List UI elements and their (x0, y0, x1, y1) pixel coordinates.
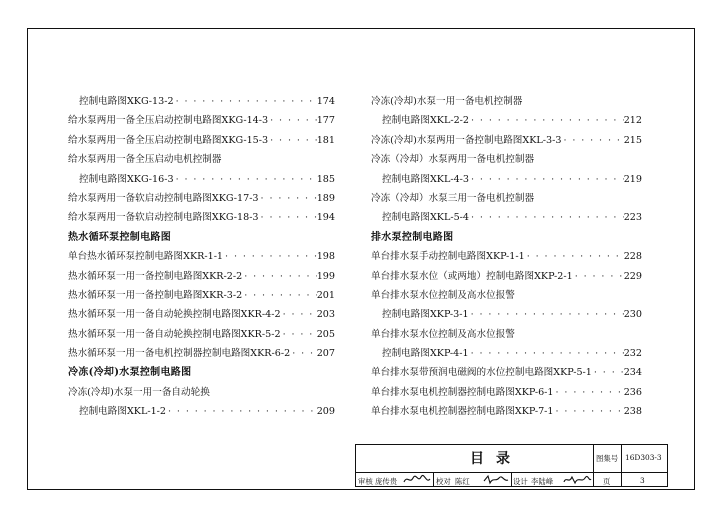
toc-entry-title: 控制电路图XKL-2-2 (382, 115, 470, 127)
toc-section-heading (68, 228, 335, 247)
dot-leader (174, 170, 317, 189)
toc-entry-title: 排水泵控制电路图 (371, 231, 454, 243)
toc-page-number: 203 (316, 309, 335, 321)
toc-entry-title: 控制电路图XKL-4-3 (382, 173, 470, 185)
toc-entry-title: 单台排水泵手动控制电路图XKP-1-1 (371, 251, 525, 263)
toc-page-number: 207 (316, 348, 335, 360)
toc-page-number: 177 (316, 115, 335, 127)
toc-entry (371, 286, 642, 305)
toc-entry-title: 冷冻(冷却)水泵两用一备控制电路图XKL-3-3 (371, 134, 562, 146)
toc-entry-title: 冷冻（冷却）水泵两用一备电机控制器 (371, 154, 535, 166)
toc-entry (371, 402, 642, 421)
dot-leader (469, 170, 624, 189)
toc-entry-title: 给水泵两用一备软启动控制电路图XKG-18-3 (68, 212, 259, 224)
toc-page-number: 181 (316, 134, 335, 146)
toc-page-number: 219 (623, 173, 642, 185)
dot-leader (290, 344, 316, 363)
toc-entry-title: 给水泵两用一备全压启动控制电路图XKG-14-3 (68, 115, 269, 127)
toc-entry-title: 热水循环泵控制电路图 (68, 231, 171, 243)
toc-entry-title: 单台排水泵水位（或两地）控制电路图XKP-2-1 (371, 270, 573, 282)
toc-entry (68, 150, 335, 169)
toc-page-number: 232 (623, 348, 642, 360)
toc-entry-title: 冷冻（冷却）水泵三用一备电机控制器 (371, 192, 535, 204)
toc-entry-title: 冷冻(冷却)水泵一用一备电机控制器 (371, 96, 523, 107)
toc-page-number: 194 (316, 212, 335, 224)
toc-entry (68, 247, 335, 266)
dot-leader (166, 402, 317, 421)
toc-entry-title: 单台排水泵电机控制器控制电路图XKP-7-1 (371, 406, 554, 418)
atlas-number: 16D303-3 (625, 453, 662, 462)
toc-entry (68, 189, 335, 208)
toc-page-number: 201 (316, 289, 335, 301)
toc-entry (68, 305, 335, 324)
toc-page-number: 234 (623, 367, 642, 379)
dot-leader (469, 208, 624, 227)
toc-entry (371, 344, 642, 363)
toc-page-number: 205 (316, 328, 335, 340)
toc-entry (371, 247, 642, 266)
toc-page-number: 215 (623, 134, 642, 146)
toc-right-column (371, 92, 642, 422)
toc-entry-title: 冷冻(冷却)水泵一用一备自动轮换 (68, 386, 210, 398)
toc-entry (371, 208, 642, 227)
dot-leader (281, 305, 317, 324)
atlas-label: 图集号 (596, 454, 619, 463)
checker-signature (482, 473, 510, 486)
toc-entry (371, 363, 642, 382)
toc-entry-title: 热水循环泵一用一备控制电路图XKR-3-2 (68, 289, 243, 301)
toc-entry-title: 热水循环泵一用一备电机控制器控制电路图XKR-6-2 (68, 348, 291, 360)
toc-entry (68, 286, 335, 305)
toc-entry (68, 92, 335, 111)
toc-page-number: 236 (623, 386, 642, 398)
toc-entry-title: 给水泵两用一备全压启动电机控制器 (68, 154, 222, 166)
toc-page-number: 223 (623, 212, 642, 224)
design-label: 设计 (513, 477, 528, 486)
toc-entry (371, 383, 642, 402)
dot-leader (525, 247, 624, 266)
toc-page-number: 198 (316, 251, 335, 263)
title-block (355, 444, 668, 487)
toc-page-number: 238 (623, 406, 642, 418)
dot-leader (268, 111, 317, 130)
toc-entry-title: 单台排水泵水位控制及高水位报警 (371, 289, 515, 301)
toc-entry (371, 305, 642, 324)
toc-page-number: 229 (623, 270, 642, 282)
designer-name: 李陆峰 (531, 477, 554, 486)
toc-entry-title: 给水泵两用一备全压启动控制电路图XKG-15-3 (68, 134, 269, 146)
title-block-divider (621, 445, 622, 486)
toc-entry-title: 控制电路图XKL-1-2 (79, 406, 167, 418)
toc-page-number: 228 (623, 251, 642, 263)
toc-page-number: 209 (316, 406, 335, 418)
toc-entry-title: 控制电路图XKG-16-3 (79, 173, 174, 185)
toc-entry (371, 325, 642, 344)
toc-entry (68, 208, 335, 227)
toc-page-number: 230 (623, 309, 642, 321)
toc-entry-title: 单台排水泵电机控制器控制电路图XKP-6-1 (371, 386, 554, 398)
dot-leader (259, 208, 317, 227)
toc-entry (371, 111, 642, 130)
toc-entry (68, 344, 335, 363)
dot-leader (469, 344, 624, 363)
toc-entry (371, 92, 642, 111)
toc-entry (371, 267, 642, 286)
toc-entry (68, 131, 335, 150)
dot-leader (281, 325, 317, 344)
dot-leader (469, 111, 624, 130)
dot-leader (592, 363, 624, 382)
dot-leader (561, 131, 623, 150)
toc-title: 目录 (470, 451, 522, 467)
dot-leader (259, 189, 317, 208)
dot-leader (554, 402, 624, 421)
toc-entry-title: 热水循环泵一用一备控制电路图XKR-2-2 (68, 270, 243, 282)
toc-entry (371, 189, 642, 208)
title-block-divider (511, 473, 512, 486)
toc-page-number: 189 (316, 192, 335, 204)
dot-leader (242, 267, 316, 286)
page-label: 页 (603, 477, 611, 486)
toc-entry-title: 控制电路图XKL-5-4 (382, 212, 470, 224)
review-label: 审核 (358, 477, 373, 486)
toc-section-heading (371, 228, 642, 247)
toc-entry-title: 热水循环泵一用一备自动轮换控制电路图XKR-4-2 (68, 309, 281, 321)
toc-entry-title: 冷冻(冷却)水泵控制电路图 (68, 367, 192, 379)
toc-entry (68, 383, 335, 402)
reviewer-name: 庞传贵 (375, 477, 398, 486)
toc-entry-title: 给水泵两用一备软启动控制电路图XKG-17-3 (68, 192, 259, 204)
reviewer-signature (402, 473, 432, 486)
toc-section-heading (68, 363, 335, 382)
title-block-divider (433, 473, 434, 486)
toc-entry (371, 150, 642, 169)
toc-entry (68, 111, 335, 130)
toc-page-number: 212 (623, 115, 642, 127)
check-label: 校对 (436, 477, 451, 486)
dot-leader (573, 267, 624, 286)
toc-page-number: 185 (316, 173, 335, 185)
checker-name: 陈红 (455, 477, 470, 486)
toc-left-column (68, 92, 335, 422)
toc-entry (371, 170, 642, 189)
dot-leader (223, 247, 317, 266)
toc-entry-title: 控制电路图XKP-3-1 (382, 309, 469, 321)
toc-entry (68, 267, 335, 286)
toc-page-number: 199 (316, 270, 335, 282)
toc-entry-title: 控制电路图XKP-4-1 (382, 348, 469, 360)
toc-entry (68, 325, 335, 344)
toc-entry-title: 控制电路图XKG-13-2 (79, 96, 174, 107)
toc-entry-title: 单台排水泵带预润电磁阀的水位控制电路图XKP-5-1 (371, 367, 592, 379)
dot-leader (469, 305, 624, 324)
toc-entry-title: 单台排水泵水位控制及高水位报警 (371, 328, 515, 340)
toc-entry (68, 402, 335, 421)
dot-leader (174, 92, 317, 111)
toc-page-number: 174 (316, 96, 335, 107)
page-number: 3 (640, 476, 645, 485)
designer-signature (562, 473, 592, 486)
dot-leader (242, 286, 316, 305)
toc-entry-title: 热水循环泵一用一备自动轮换控制电路图XKR-5-2 (68, 328, 281, 340)
dot-leader (554, 383, 624, 402)
toc-entry (371, 131, 642, 150)
toc-entry (68, 170, 335, 189)
toc-entry-title: 单台热水循环泵控制电路图XKR-1-1 (68, 251, 224, 263)
dot-leader (268, 131, 317, 150)
